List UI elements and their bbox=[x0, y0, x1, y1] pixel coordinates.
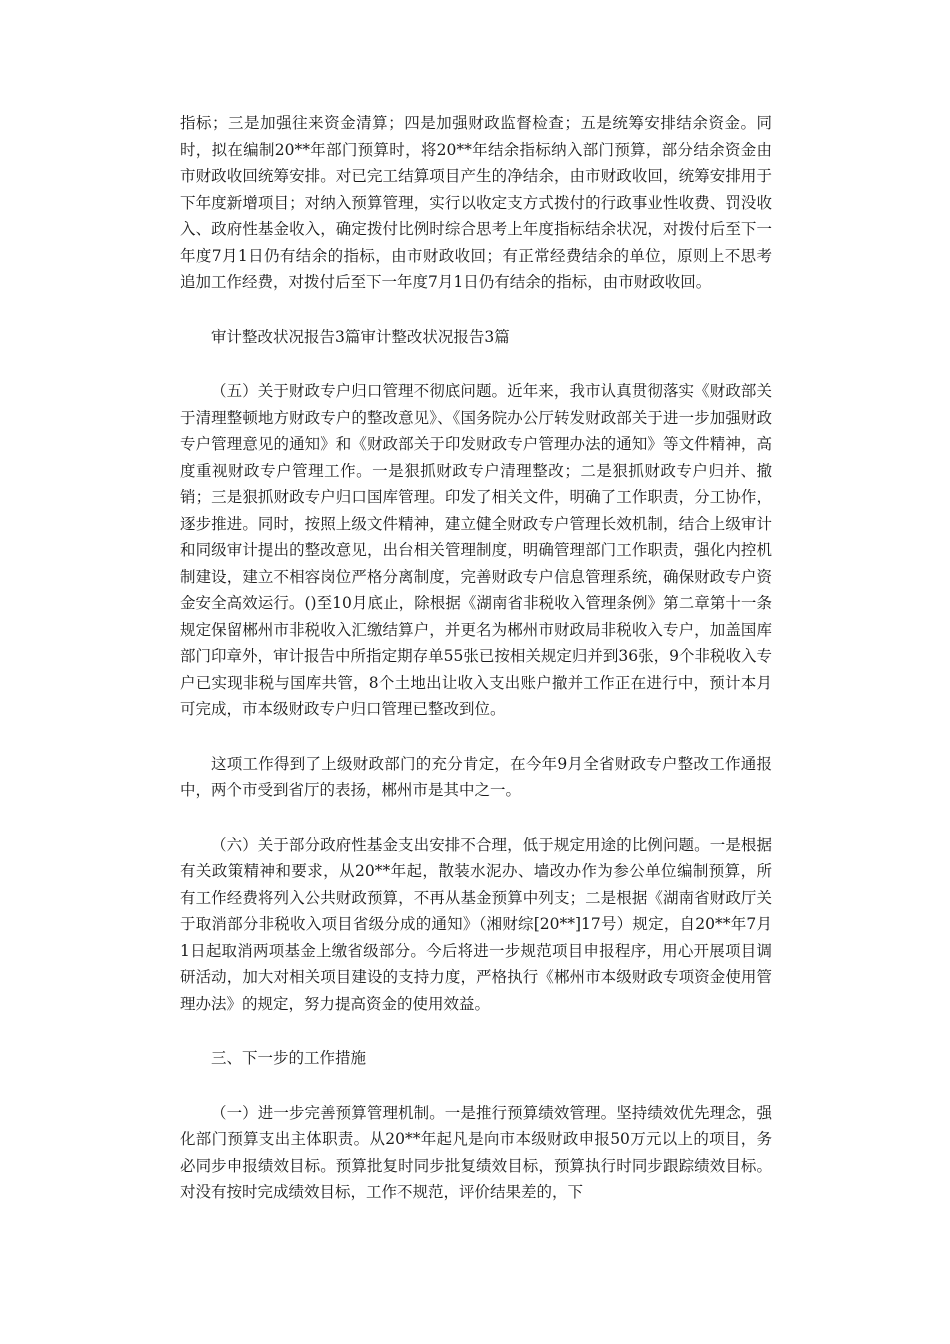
document-title-line: 审计整改状况报告3篇审计整改状况报告3篇 bbox=[211, 327, 510, 346]
paragraph-section-6-government-funds: （六）关于部分政府性基金支出安排不合理，低于规定用途的比例问题。一是根据有关政策精神和要求，从20**年起，散装水泥办、墙改办作为参公单位编制预算，所有工作经费将列入公共财政预算，不再从基金预算中列支；二是根据《湖南省财政厅关于取消部分非税收入项目省级分成的通知》（湘财综[20**]17号）规定，自20**年7月1日起取消两项基金上缴省级部分。今后将进一步规范项目申报程序，用心开展项目调研活动，加大对相关项目建设的支持力度，严格执行《郴州市本级财政专项资金使用管理办法》的规定，努力提高资金的使用效益。 bbox=[180, 835, 772, 1013]
paragraph-recognition: 这项工作得到了上级财政部门的充分肯定，在今年9月全省财政专户整改工作通报中，两个市受到省厅的表扬，郴州市是其中之一。 bbox=[180, 754, 772, 799]
section-heading-next-steps: 三、下一步的工作措施 bbox=[211, 1049, 367, 1067]
paragraph-budget-management: （一）进一步完善预算管理机制。一是推行预算绩效管理。坚持绩效优先理念，强化部门预算支出主体职责。从20**年起凡是向市本级财政申报50万元以上的项目，务必同步申报绩效目标。预算批复时同步批复绩效目标，预算执行时同步跟踪绩效目标。对没有按时完成绩效目标，工作不规范，评价结果差的，下 bbox=[180, 1103, 772, 1201]
paragraph-section-5-fiscal-accounts: （五）关于财政专户归口管理不彻底问题。近年来，我市认真贯彻落实《财政部关于清理整顿地方财政专户的整改意见》、《国务院办公厅转发财政部关于进一步加强财政专户管理意见的通知》和《财政部关于印发财政专户管理办法的通知》等文件精神，高度重视财政专户管理工作。一是狠抓财政专户清理整改；二是狠抓财政专户归并、撤销；三是狠抓财政专户归口国库管理。印发了相关文件，明确了工作职责，分工协作，逐步推进。同时，按照上级文件精神，建立健全财政专户管理长效机制，结合上级审计和同级审计提出的整改意见，出台相关管理制度，明确管理部门工作职责，强化内控机制建设，建立不相容岗位严格分离制度，完善财政专户信息管理系统，确保财政专户资金安全高效运行。()至10月底止，除根据《湖南省非税收入管理条例》第二章第十一条规定保留郴州市非税收入汇缴结算户，并更名为郴州市财政局非税收入专户，加盖国库部门印章外，审计报告中所指定期存单55张已按相关规定归并到36张，9个非税收入专户已实现非税与国库共管，8个土地出让收入支出账户撤并工作正在进行中，预计本月可完成，市本级财政专户归口管理已整改到位。 bbox=[180, 382, 772, 718]
document-page bbox=[180, 110, 772, 1234]
paragraph-budget-surplus: 指标；三是加强往来资金清算；四是加强财政监督检查；五是统筹安排结余资金。同时，拟在编制20**年部门预算时，将20**年结余指标纳入部门预算，部分结余资金由市财政收回统筹安排。对已完工结算项目产生的净结余，由市财政收回，统筹安排用于下年度新增项目；对纳入预算管理，实行以收定支方式拨付的行政事业性收费、罚没收入、政府性基金收入，确定拨付比例时综合思考上年度指标结余状况，对拨付后至下一年度7月1日仍有结余的指标，由市财政收回；有正常经费结余的单位，原则上不思考追加工作经费，对拨付后至下一年度7月1日仍有结余的指标，由市财政收回。 bbox=[180, 114, 772, 291]
